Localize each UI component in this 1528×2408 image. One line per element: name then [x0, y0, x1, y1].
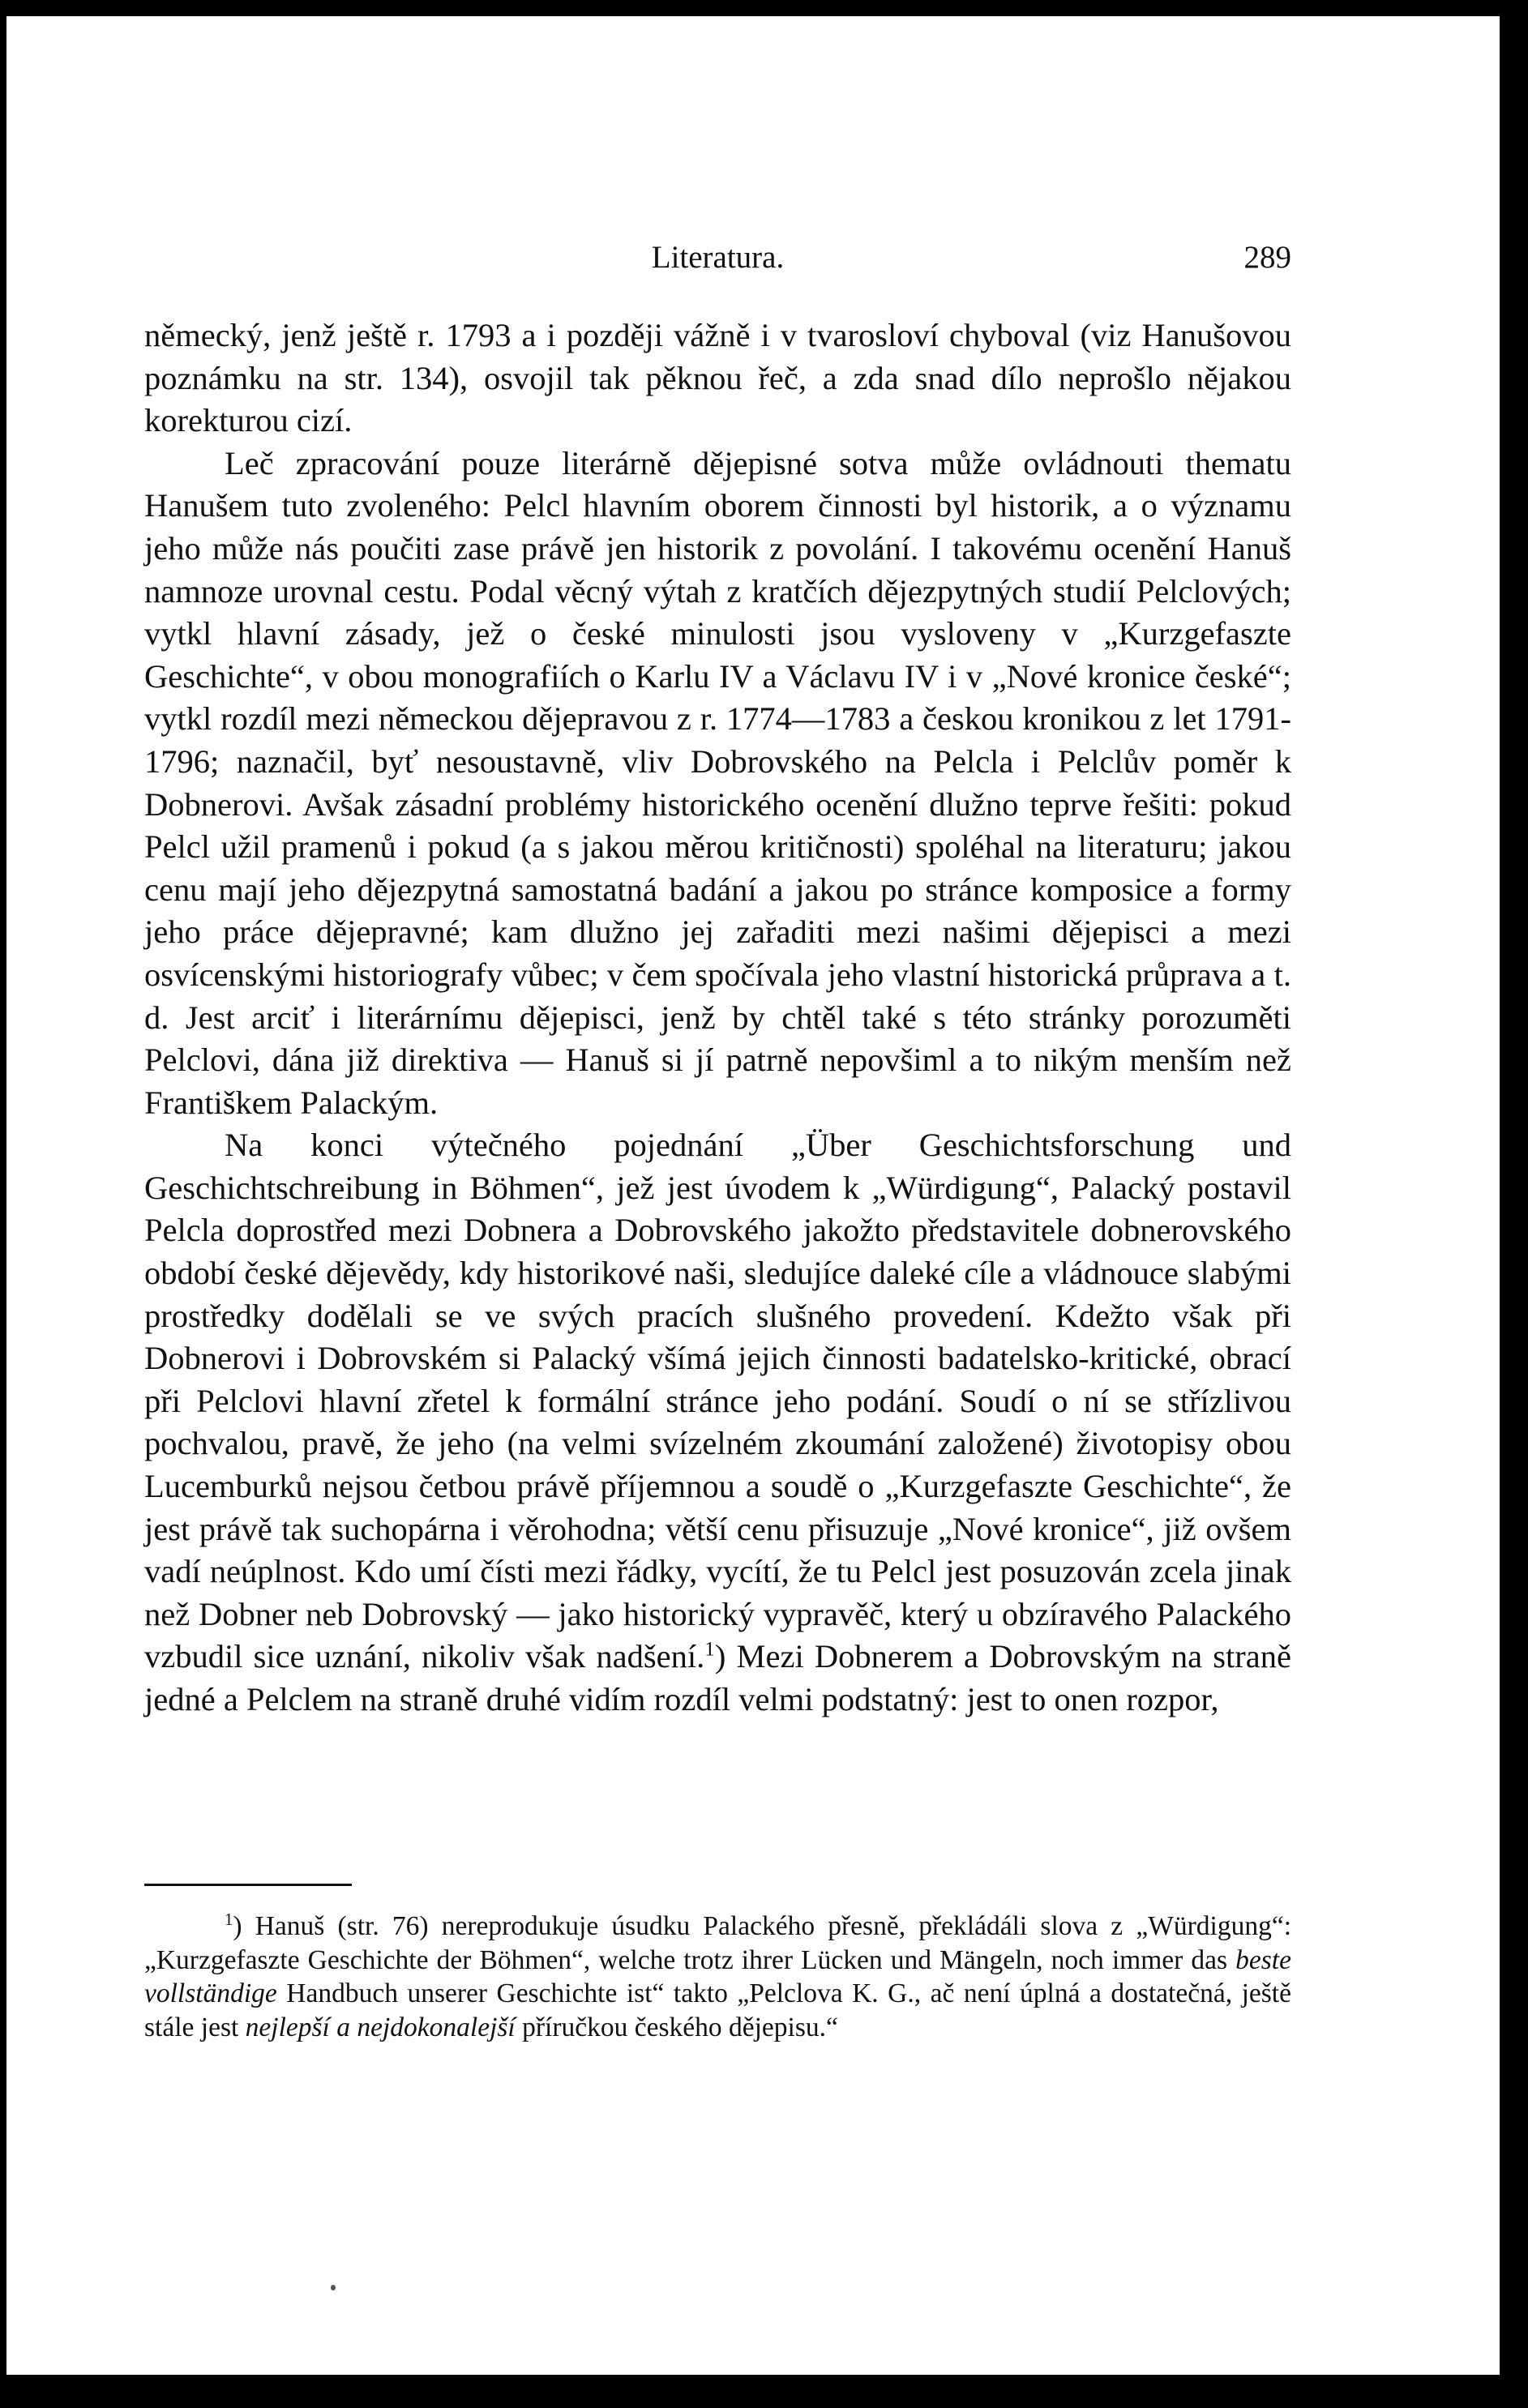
footnote-italic-phrase: nejlepší a nejdokonalejší [245, 2012, 516, 2043]
footnote-marker: 1 [225, 1910, 233, 1929]
footnote-text-middle: Handbuch unserer Geschichte ist“ takto „Pelclova K. G., ač není úplná a dostatečná, ještě stále jest [144, 1978, 1291, 2043]
body-text [144, 314, 1291, 1722]
paragraph-3 [144, 1124, 1291, 1721]
page-speck [331, 2285, 336, 2290]
page-header [144, 239, 1291, 296]
footnote-reference: 1 [704, 1638, 715, 1661]
footnote-text-after: příručkou českého dějepisu.“ [515, 2012, 838, 2043]
footnote-italic-quote: beste vollständige [144, 1944, 1291, 2009]
paragraph-3-text: Na konci výtečného pojednání „Über Geschichtsforschung und Geschichtschreibung in Böhmen“, jež jest úvodem k „Würdigung“, Palacký postavil Pelcla doprostřed mezi Dobnera a Dobrovského jakožto představitele dobnerovského období české dějevědy, kdy historikové naši, sledujíce daleké cíle a vládnouce slabými prostředky dodělali se ve svých pracích slušného provedení. Kdežto však při Dobnerovi i Dobrovském si Palacký všímá jejich činnosti badatelsko-kritické, obrací při Pelclovi hlavní zřetel k formální stránce jeho podání. Soudí o ní se střízlivou pochvalou, pravě, že jeho (na velmi svízelném zkoumání založené) životopisy obou Lucemburků nejsou četbou právě příjemnou a soudě o „Kurzgefaszte Geschichte“, že jest právě tak suchopárna i věrohodna; větší cenu přisuzuje „Nové kronice“, již ovšem vadí neúplnost. Kdo umí čísti mezi řádky, vycítí, že tu Pelcl jest posuzován zcela jinak než Dobner neb Dobrovský — jako historický vypravěč, který u obzíravého Palackého vzbudil sice uznání, nikoliv však nadšení. [144, 1127, 1291, 1675]
paragraph-3-continuation: ) [714, 1638, 737, 1675]
running-title: Literatura. [651, 240, 785, 275]
paragraph-3-end: Mezi Dobnerem a Dobrovským na straně jedné a Pelclem na straně druhé vidím rozdíl velmi podstatný: jest to onen rozpor, [144, 1638, 1291, 1717]
footnote-separator [144, 1884, 352, 1886]
paragraph-1: německý, jenž ještě r. 1793 a i později vážně i v tvarosloví chyboval (viz Hanušovou poznámku na str. 134), osvojil tak pěknou řeč, a zda snad dílo neprošlo nějakou korekturou cizí. [144, 317, 1291, 439]
paragraph-2: Leč zpracování pouze literárně dějepisné sotva může ovládnouti thematu Hanušem tuto zvoleného: Pelcl hlavním oborem činnosti byl historik, a o významu jeho může nás poučiti zase právě jen historik z povolání. I takovému ocenění Hanuš namnoze urovnal cestu. Podal věcný výtah z kratčích dějezpytných studií Pelclových; vytkl hlavní zásady, jež o české minulosti jsou vysloveny v „Kurzgefaszte Geschichte“, v obou monografiích o Karlu IV a Václavu IV i v „Nové kronice české“; vytkl rozdíl mezi německou dějepravou z r. 1774—1783 a českou kronikou z let 1791-1796; naznačil, byť nesoustavně, vliv Dobrovského na Pelcla i Pelclův poměr k Dobnerovi. Avšak zásadní problémy historického ocenění dlužno teprve řešiti: pokud Pelcl užil pramenů i pokud (a s jakou měrou kritičnosti) spoléhal na literaturu; jakou cenu mají jeho dějezpytná samostatná badání a jakou po stránce komposice a formy jeho práce dějepravné; kam dlužno jej zařaditi mezi našimi dějepisci a mezi osvícenskými historiografy vůbec; v čem spočívala jeho vlastní historická průprava a t. d. Jest arciť i literárnímu dějepisci, jenž by chtěl také s této stránky porozuměti Pelclovi, dána již direktiva — Hanuš si jí patrně nepovšiml a to nikým menším než Františkem Palackým. [144, 444, 1291, 1121]
book-page [6, 16, 1500, 2375]
page-number: 289 [1243, 240, 1291, 275]
footnote [144, 1910, 1291, 2045]
footnote-text-before: ) Hanuš (str. 76) nereprodukuje úsudku Palackého přesně, překládáli slova z „Würdigung“: „Kurzgefaszte Geschichte der Böhmen“, welche trotz ihrer Lücken und Mängeln, noch immer das [144, 1911, 1291, 1975]
